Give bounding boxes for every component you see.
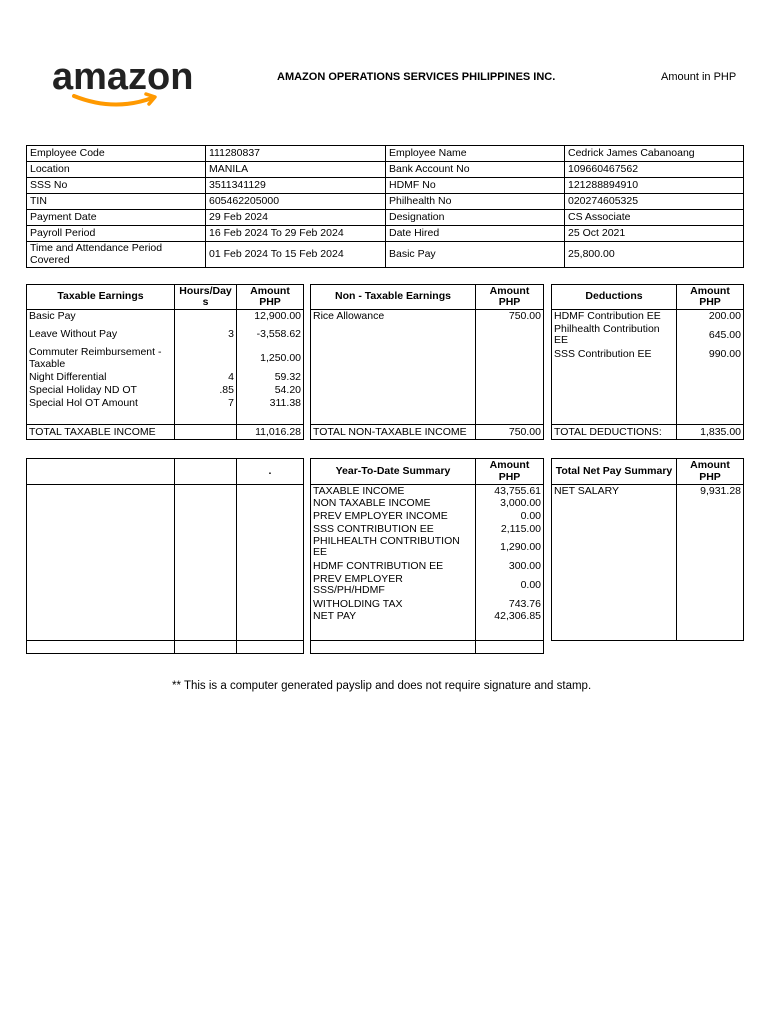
attendance-period-label: Time and Attendance Period Covered — [27, 242, 206, 268]
deduction-row-amount: 645.00 — [677, 323, 744, 348]
taxable-row-hours — [175, 310, 237, 323]
employee-code-value: 111280837 — [206, 146, 386, 162]
total-deductions-label: TOTAL DEDUCTIONS: — [552, 425, 677, 440]
payroll-period-value: 16 Feb 2024 To 29 Feb 2024 — [206, 226, 386, 242]
hdmf-value: 121288894910 — [565, 178, 744, 194]
philhealth-value: 020274605325 — [565, 194, 744, 210]
taxable-row-hours: 7 — [175, 397, 237, 410]
designation-value: CS Associate — [565, 210, 744, 226]
deductions-amount-header: Amount PHP — [677, 285, 744, 310]
non-taxable-earnings-table — [310, 284, 544, 440]
footer-note: ** This is a computer generated payslip and does not require signature and stamp. — [172, 680, 592, 692]
ytd-amount-header: Amount PHP — [476, 459, 544, 485]
ytd-row-desc: SSS CONTRIBUTION EE — [311, 522, 476, 535]
date-hired-value: 25 Oct 2021 — [565, 226, 744, 242]
non-taxable-earnings-header: Non - Taxable Earnings — [311, 285, 476, 310]
ytd-row-amount: 0.00 — [476, 572, 544, 597]
basic-pay-value: 25,800.00 — [565, 242, 744, 268]
taxable-row-desc: Basic Pay — [27, 310, 175, 323]
ytd-row-desc: NON TAXABLE INCOME — [311, 497, 476, 510]
tin-label: TIN — [27, 194, 206, 210]
total-taxable-value: 11,016.28 — [237, 425, 304, 440]
ytd-row-desc: TAXABLE INCOME — [311, 485, 476, 498]
taxable-row-hours: 3 — [175, 323, 237, 347]
taxable-row-desc: Special Hol OT Amount — [27, 397, 175, 410]
ytd-row-amount: 0.00 — [476, 510, 544, 523]
total-deductions-value: 1,835.00 — [677, 425, 744, 440]
employee-name-value: Cedrick James Cabanoang — [565, 146, 744, 162]
non-taxable-amount-header: Amount PHP — [476, 285, 544, 310]
basic-pay-label: Basic Pay — [386, 242, 565, 268]
taxable-row-desc: Leave Without Pay — [27, 323, 175, 347]
amazon-logo — [52, 58, 212, 110]
ytd-row-amount: 743.76 — [476, 597, 544, 610]
date-hired-label: Date Hired — [386, 226, 565, 242]
philhealth-label: Philhealth No — [386, 194, 565, 210]
hours-days-header: Hours/Days — [175, 285, 237, 310]
taxable-row-hours: .85 — [175, 384, 237, 397]
employee-name-label: Employee Name — [386, 146, 565, 162]
non-taxable-row-amount: 750.00 — [476, 310, 544, 323]
taxable-earnings-table — [26, 284, 304, 440]
ytd-row-amount: 3,000.00 — [476, 497, 544, 510]
total-non-taxable-label: TOTAL NON-TAXABLE INCOME — [311, 425, 476, 440]
ytd-row-desc: PHILHEALTH CONTRIBUTION EE — [311, 535, 476, 560]
designation-label: Designation — [386, 210, 565, 226]
net-salary-value: 9,931.28 — [677, 485, 744, 498]
blank-summary-table — [26, 458, 304, 654]
taxable-row-desc: Special Holiday ND OT — [27, 384, 175, 397]
net-pay-summary-table — [551, 458, 744, 641]
taxable-row-amount: 1,250.00 — [237, 347, 304, 371]
taxable-amount-header: Amount PHP — [237, 285, 304, 310]
logo-text: amazon — [52, 58, 194, 98]
deductions-header: Deductions — [552, 285, 677, 310]
non-taxable-row-desc: Rice Allowance — [311, 310, 476, 323]
ytd-row-desc: PREV EMPLOYER SSS/PH/HDMF — [311, 572, 476, 597]
ytd-row-desc: HDMF CONTRIBUTION EE — [311, 560, 476, 573]
net-salary-label: NET SALARY — [552, 485, 677, 498]
ytd-header: Year-To-Date Summary — [311, 459, 476, 485]
deductions-table — [551, 284, 744, 440]
net-pay-amount-header: Amount PHP — [677, 459, 744, 485]
location-label: Location — [27, 162, 206, 178]
taxable-row-amount: -3,558.62 — [237, 323, 304, 347]
tin-value: 605462205000 — [206, 194, 386, 210]
blank-col-header: . — [237, 459, 304, 485]
taxable-row-hours — [175, 347, 237, 371]
currency-note: Amount in PHP — [661, 71, 737, 83]
ytd-row-desc: WITHOLDING TAX — [311, 597, 476, 610]
deduction-row-amount: 990.00 — [677, 348, 744, 361]
payment-date-label: Payment Date — [27, 210, 206, 226]
payroll-period-label: Payroll Period — [27, 226, 206, 242]
ytd-row-amount: 300.00 — [476, 560, 544, 573]
hdmf-label: HDMF No — [386, 178, 565, 194]
deduction-row-desc: SSS Contribution EE — [552, 348, 677, 361]
deduction-row-desc: Philhealth Contribution EE — [552, 323, 677, 348]
taxable-earnings-header: Taxable Earnings — [27, 285, 175, 310]
ytd-row-desc: NET PAY — [311, 610, 476, 623]
deduction-row-amount: 200.00 — [677, 310, 744, 323]
employee-info-table — [26, 145, 744, 268]
payment-date-value: 29 Feb 2024 — [206, 210, 386, 226]
total-non-taxable-value: 750.00 — [476, 425, 544, 440]
company-name: AMAZON OPERATIONS SERVICES PHILIPPINES INC. — [277, 71, 556, 83]
ytd-row-desc: PREV EMPLOYER INCOME — [311, 510, 476, 523]
attendance-period-value: 01 Feb 2024 To 15 Feb 2024 — [206, 242, 386, 268]
ytd-summary-table — [310, 458, 544, 654]
ytd-row-amount: 2,115.00 — [476, 522, 544, 535]
taxable-row-amount: 54.20 — [237, 384, 304, 397]
deduction-row-desc: HDMF Contribution EE — [552, 310, 677, 323]
taxable-row-amount: 59.32 — [237, 371, 304, 384]
ytd-row-amount: 1,290.00 — [476, 535, 544, 560]
bank-account-value: 109660467562 — [565, 162, 744, 178]
sss-value: 3511341129 — [206, 178, 386, 194]
employee-code-label: Employee Code — [27, 146, 206, 162]
taxable-row-desc: Commuter Reimbursement - Taxable — [27, 347, 175, 371]
taxable-row-amount: 12,900.00 — [237, 310, 304, 323]
net-pay-header: Total Net Pay Summary — [552, 459, 677, 485]
taxable-row-hours: 4 — [175, 371, 237, 384]
taxable-row-amount: 311.38 — [237, 397, 304, 410]
location-value: MANILA — [206, 162, 386, 178]
ytd-row-amount: 43,755.61 — [476, 485, 544, 498]
bank-account-label: Bank Account No — [386, 162, 565, 178]
ytd-row-amount: 42,306.85 — [476, 610, 544, 623]
taxable-row-desc: Night Differential — [27, 371, 175, 384]
total-taxable-label: TOTAL TAXABLE INCOME — [27, 425, 175, 440]
sss-label: SSS No — [27, 178, 206, 194]
